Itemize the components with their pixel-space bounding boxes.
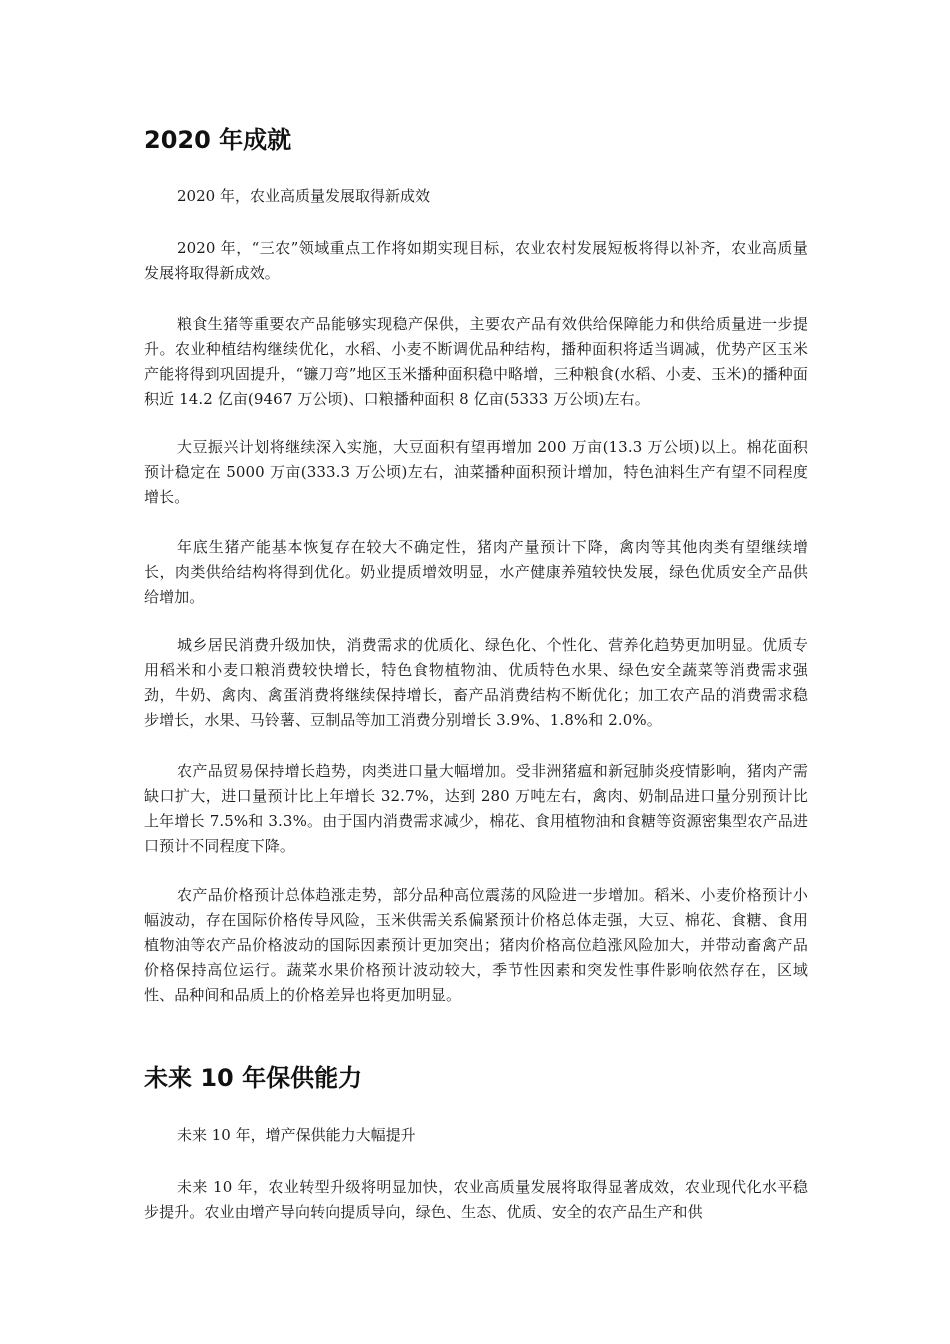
section-title-2020: 2020 年成就 [144, 126, 292, 154]
section-lead-10-years: 未来 10 年，增产保供能力大幅提升 [177, 1126, 416, 1144]
section-lead-2020: 2020 年，农业高质量发展取得新成效 [177, 187, 430, 205]
paragraph-2020-7: 农产品价格预计总体趋涨走势，部分品种高位震荡的风险进一步增加。稻米、小麦价格预计小幅波动，存在国际价格传导风险，玉米供需关系偏紧预计价格总体走强，大豆、棉花、食糖、食用植物油等农产品价格波动的国际因素预计更加突出；猪肉价格高位趋涨风险加大，并带动畜禽产品价格保持高位运行。蔬菜水果价格预计波动较大，季节性因素和突发性事件影响依然存在，区域性、品种间和品质上的价格差异也将更加明显。 [144, 886, 808, 1004]
paragraph-2020-6: 农产品贸易保持增长趋势，肉类进口量大幅增加。受非洲猪瘟和新冠肺炎疫情影响，猪肉产需缺口扩大，进口量预计比上年增长 32.7%，达到 280 万吨左右，禽肉、奶制品进口量分别预计比上年增长 7.5%和 3.3%。由于国内消费需求减少，棉花、食用植物油和食糖等资源密集型农产品进口预计不同程度下降。 [144, 762, 808, 855]
paragraph-2020-5: 城乡居民消费升级加快，消费需求的优质化、绿色化、个性化、营养化趋势更加明显。优质专用稻米和小麦口粮消费较快增长，特色食物植物油、优质特色水果、绿色安全蔬菜等消费需求强劲，牛奶、禽肉、禽蛋消费将继续保持增长，畜产品消费结构不断优化；加工农产品的消费需求稳步增长，水果、马铃薯、豆制品等加工消费分别增长 3.9%、1.8%和 2.0%。 [144, 636, 808, 729]
paragraph-2020-1: 2020 年，“三农”领域重点工作将如期实现目标，农业农村发展短板将得以补齐，农业高质量发展将取得新成效。 [144, 239, 808, 282]
section-title-10-years: 未来 10 年保供能力 [144, 1064, 363, 1092]
paragraph-10-years-1: 未来 10 年，农业转型升级将明显加快，农业高质量发展将取得显著成效，农业现代化水平稳步提升。农业由增产导向转向提质导向，绿色、生态、优质、安全的农产品生产和供 [144, 1178, 808, 1221]
paragraph-2020-2: 粮食生猪等重要农产品能够实现稳产保供，主要农产品有效供给保障能力和供给质量进一步提升。农业种植结构继续优化，水稻、小麦不断调优品种结构，播种面积将适当调减，优势产区玉米产能将得到巩固提升，“镰刀弯”地区玉米播种面积稳中略增，三种粮食(水稻、小麦、玉米)的播种面积近 14.2 亿亩(9467 万公顷)、口粮播种面积 8 亿亩(5333 万公顷)左右。 [144, 315, 808, 408]
paragraph-2020-3: 大豆振兴计划将继续深入实施，大豆面积有望再增加 200 万亩(13.3 万公顷)以上。棉花面积预计稳定在 5000 万亩(333.3 万公顷)左右，油菜播种面积预计增加，特色油料生产有望不同程度增长。 [144, 438, 808, 506]
paragraph-2020-4: 年底生猪产能基本恢复存在较大不确定性，猪肉产量预计下降，禽肉等其他肉类有望继续增长，肉类供给结构将得到优化。奶业提质增效明显，水产健康养殖较快发展，绿色优质安全产品供给增加。 [144, 538, 808, 606]
